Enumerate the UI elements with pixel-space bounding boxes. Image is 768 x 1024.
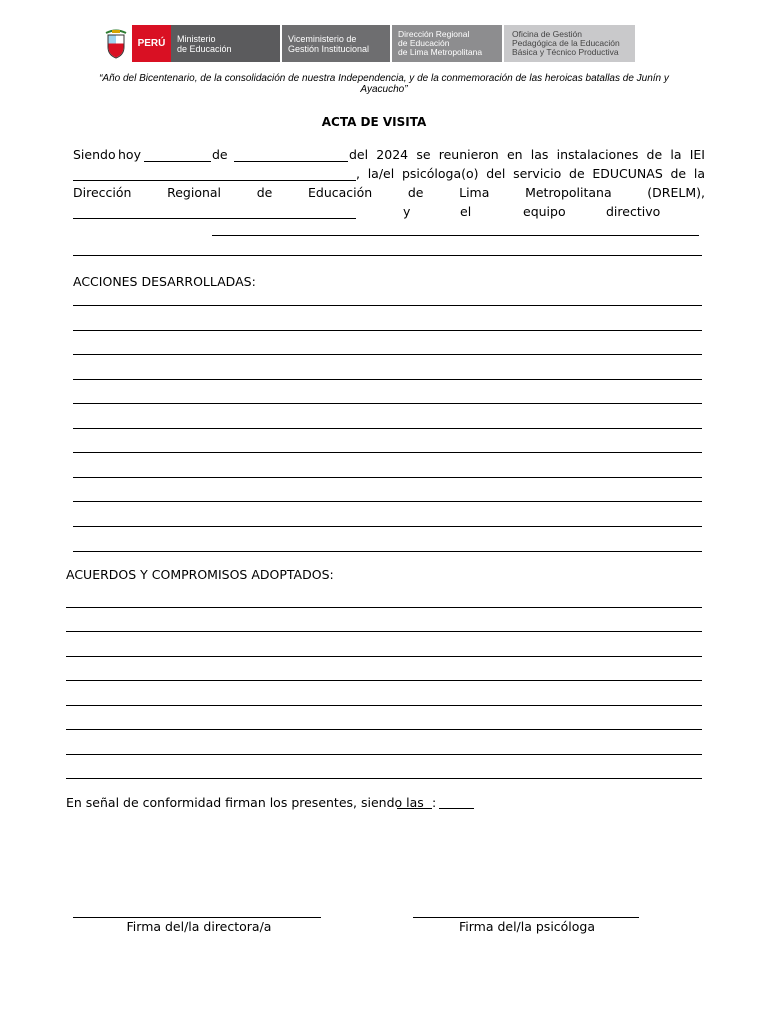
director-signature-label: Firma del/la directora/a — [126, 919, 272, 934]
year-motto: “Año del Bicentenario, de la consolidación de nuestra Independencia, y de la conmemoración de las heroicas batallas de Junín y Ayacucho” — [99, 73, 669, 95]
peru-brand-box — [132, 25, 171, 62]
ofi-line-2: Pedagógica de la Educación — [512, 38, 620, 48]
acciones-line[interactable] — [73, 403, 702, 404]
conformidad-text: En señal de conformidad firman los presentes, siendo las — [66, 795, 424, 810]
director-signature-line[interactable] — [73, 917, 321, 918]
acciones-line[interactable] — [73, 551, 702, 552]
l3-w6: Lima — [459, 185, 490, 200]
ofi-line-1: Oficina de Gestión — [512, 29, 582, 39]
ministerio-line-2: de Educación — [177, 43, 232, 54]
equipo-directivo-blank-2[interactable] — [73, 255, 702, 256]
ofi-line-3: Básica y Técnico Productiva — [512, 47, 619, 57]
l4-w2: el — [460, 204, 472, 219]
acuerdos-line[interactable] — [66, 778, 702, 779]
date-month-blank[interactable] — [234, 161, 348, 162]
acuerdos-line[interactable] — [66, 729, 702, 730]
vice-line-1: Viceministerio de — [288, 33, 357, 44]
dre-line-2: de Educación — [398, 38, 450, 48]
direccion-box — [392, 25, 502, 62]
acuerdos-line[interactable] — [66, 680, 702, 681]
l3-w1: Dirección — [73, 185, 132, 200]
l3-w2: Regional — [167, 185, 222, 200]
hour-blank[interactable] — [397, 808, 432, 809]
ministerio-box — [171, 25, 280, 62]
intro-line2-text: , la/el psicóloga(o) del servicio de EDUCUNAS de la — [356, 166, 705, 181]
dre-line-3: de Lima Metropolitana — [398, 47, 483, 57]
acciones-line[interactable] — [73, 501, 702, 502]
acciones-line[interactable] — [73, 330, 702, 331]
acciones-line[interactable] — [73, 526, 702, 527]
date-day-blank[interactable] — [144, 161, 211, 162]
l4-w1: y — [403, 204, 411, 219]
minute-blank[interactable] — [439, 808, 474, 809]
acuerdos-label: ACUERDOS Y COMPROMISOS ADOPTADOS: — [66, 567, 334, 582]
acciones-line[interactable] — [73, 428, 702, 429]
institutional-header — [100, 25, 635, 62]
acuerdos-line[interactable] — [66, 754, 702, 755]
acuerdos-line[interactable] — [66, 631, 702, 632]
acciones-line[interactable] — [73, 305, 702, 306]
l3-w7: Metropolitana — [525, 185, 612, 200]
acciones-line[interactable] — [73, 354, 702, 355]
iei-name-blank[interactable] — [73, 180, 356, 181]
acciones-label: ACCIONES DESARROLLADAS: — [73, 274, 256, 289]
intro-line1-rest: del 2024 se reunieron en las instalaciones de la IEI — [349, 147, 705, 162]
vice-line-2: Gestión Institucional — [288, 43, 370, 54]
intro-word-siendo: Siendo — [73, 147, 116, 162]
l3-w3: de — [256, 185, 273, 200]
peru-label: PERÚ — [137, 38, 166, 49]
l3-w8: (DRELM), — [647, 185, 705, 200]
l3-w5: de — [407, 185, 424, 200]
intro-word-hoy: hoy — [118, 147, 141, 162]
document-title: ACTA DE VISITA — [321, 115, 427, 129]
time-colon: : — [432, 795, 437, 810]
dre-line-1: Dirección Regional — [398, 29, 470, 39]
intro-word-de: de — [212, 147, 228, 162]
psicologa-signature-line[interactable] — [413, 917, 639, 918]
acciones-line[interactable] — [73, 379, 702, 380]
acciones-line[interactable] — [73, 477, 702, 478]
ministerio-line-1: Ministerio — [177, 33, 216, 44]
l3-w4: Educación — [307, 185, 373, 200]
psicologa-signature-label: Firma del/la psicóloga — [458, 919, 596, 934]
l4-w3: equipo — [523, 204, 566, 219]
viceministerio-box — [282, 25, 390, 62]
acuerdos-line[interactable] — [66, 656, 702, 657]
psicologa-name-blank[interactable] — [73, 218, 356, 219]
intro-line3 — [73, 185, 705, 200]
acuerdos-line[interactable] — [66, 607, 702, 608]
acciones-line[interactable] — [73, 452, 702, 453]
oficina-box — [504, 25, 635, 62]
acuerdos-line[interactable] — [66, 705, 702, 706]
peru-coat-of-arms-icon — [100, 25, 132, 62]
l4-w4: directivo — [606, 204, 661, 219]
equipo-directivo-blank-1[interactable] — [212, 235, 699, 236]
